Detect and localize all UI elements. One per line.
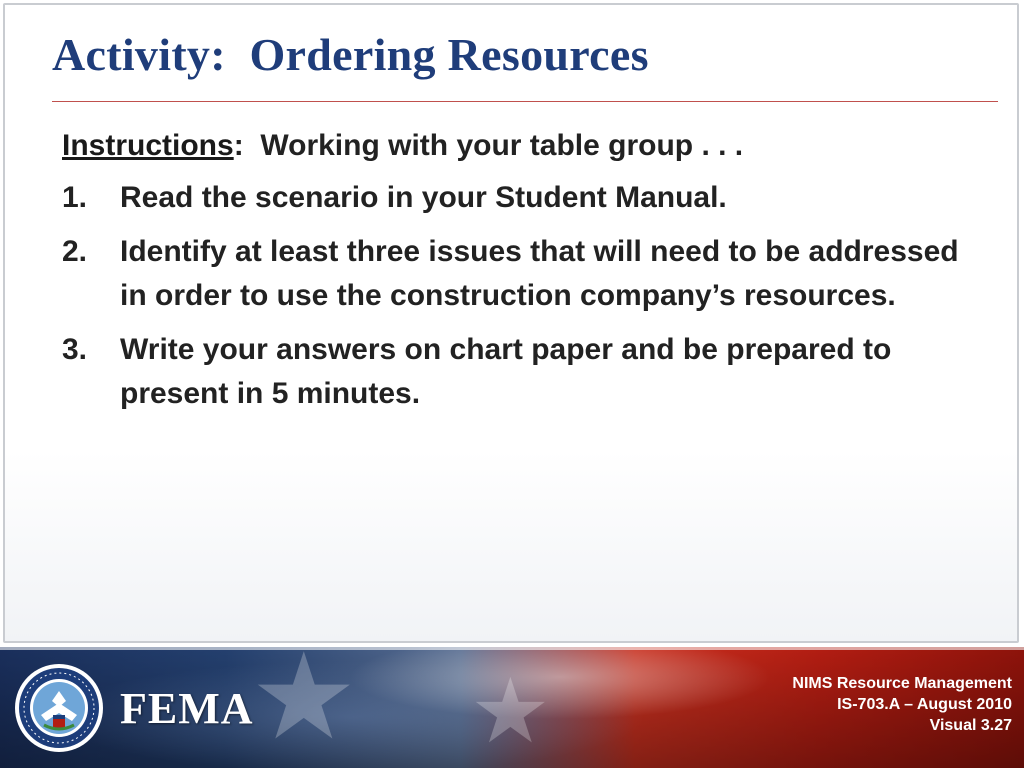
slide-title: Activity: Ordering Resources xyxy=(52,29,649,80)
course-name: NIMS Resource Management xyxy=(792,675,1012,692)
instructions-line xyxy=(62,124,982,168)
star-icon: ★ xyxy=(250,647,358,764)
list-item xyxy=(62,176,982,220)
step-number: 3. xyxy=(62,333,88,366)
course-id: IS-703.A – August 2010 xyxy=(837,696,1012,713)
step-number: 2. xyxy=(62,235,88,268)
instructions-label: Instructions xyxy=(62,129,234,162)
step-text: Write your answers on chart paper and be prepared to present in 5 minutes. xyxy=(120,333,892,410)
footer-info xyxy=(792,673,1012,736)
slide-body xyxy=(62,124,982,426)
instructions-text: : Working with your table group . . . xyxy=(233,129,744,162)
title-divider xyxy=(52,101,998,102)
step-text: Identify at least three issues that will need to be addressed in order to use the construction company’s resources. xyxy=(120,235,959,312)
star-icon: ★ xyxy=(470,662,551,762)
fema-logo: FEMA xyxy=(120,684,254,733)
list-item xyxy=(62,328,982,416)
list-item xyxy=(62,230,982,318)
visual-number: Visual 3.27 xyxy=(929,717,1012,734)
step-text: Read the scenario in your Student Manual. xyxy=(120,181,727,214)
footer-banner xyxy=(0,647,1024,768)
dhs-seal-icon xyxy=(14,663,104,753)
step-number: 1. xyxy=(62,181,88,214)
steps-list xyxy=(62,176,982,416)
banner-stripe xyxy=(0,647,1024,650)
